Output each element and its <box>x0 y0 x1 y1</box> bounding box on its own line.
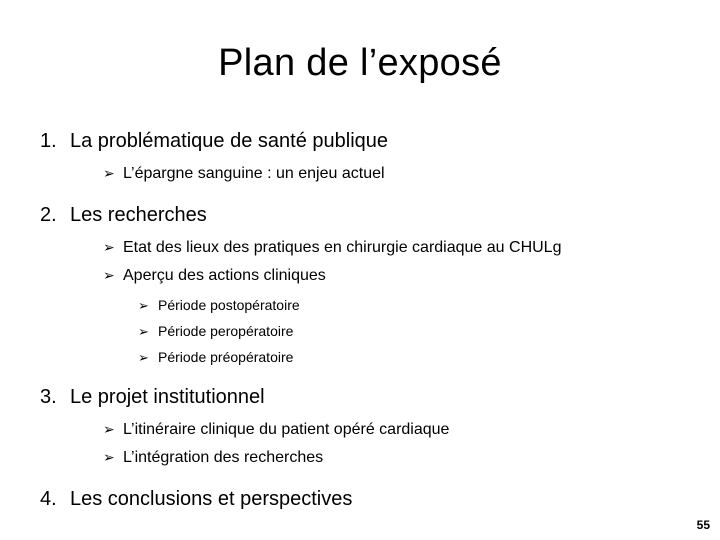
page-number: 55 <box>696 518 710 532</box>
section-heading <box>40 384 690 410</box>
subitem-text: Période peropératoire <box>158 323 294 339</box>
section-3 <box>40 384 690 472</box>
arrow-bullet-icon: ➢ <box>138 325 149 340</box>
list-item <box>40 444 690 472</box>
arrow-bullet-icon: ➢ <box>138 351 149 366</box>
section-label: Le projet institutionnel <box>70 386 265 408</box>
item-text: Etat des lieux des pratiques en chirurgie cardiaque au CHULg <box>123 239 562 256</box>
arrow-bullet-icon: ➢ <box>103 422 115 438</box>
list-item <box>40 160 690 188</box>
section-subitems <box>40 292 690 370</box>
section-heading <box>40 202 690 228</box>
section-label: Les recherches <box>70 204 207 226</box>
arrow-bullet-icon: ➢ <box>138 299 149 314</box>
section-items <box>40 416 690 472</box>
slide-title: Plan de l’exposé <box>218 42 502 84</box>
arrow-bullet-icon: ➢ <box>103 166 115 182</box>
subitem-text: Période préopératoire <box>158 349 294 365</box>
item-text: L’intégration des recherches <box>123 449 324 466</box>
subitem-text: Période postopératoire <box>158 297 300 313</box>
list-subitem <box>40 344 690 370</box>
item-text: L’itinéraire clinique du patient opéré cardiaque <box>123 421 450 438</box>
list-item <box>40 416 690 444</box>
list-subitem <box>40 318 690 344</box>
section-1 <box>40 128 690 188</box>
section-heading <box>40 128 690 154</box>
section-2 <box>40 202 690 370</box>
section-number: 3. <box>40 386 57 408</box>
arrow-bullet-icon: ➢ <box>103 240 115 256</box>
outline <box>40 128 690 512</box>
section-4 <box>40 486 690 512</box>
section-items <box>40 160 690 188</box>
section-items <box>40 234 690 290</box>
arrow-bullet-icon: ➢ <box>103 268 115 284</box>
list-item <box>40 234 690 262</box>
section-label: Les conclusions et perspectives <box>70 488 353 510</box>
list-item <box>40 262 690 290</box>
section-number: 2. <box>40 204 57 226</box>
section-number: 4. <box>40 488 57 510</box>
section-heading <box>40 486 690 512</box>
section-number: 1. <box>40 130 57 152</box>
arrow-bullet-icon: ➢ <box>103 450 115 466</box>
item-text: Aperçu des actions cliniques <box>123 267 326 284</box>
list-subitem <box>40 292 690 318</box>
item-text: L’épargne sanguine : un enjeu actuel <box>123 165 385 182</box>
section-label: La problématique de santé publique <box>70 130 389 152</box>
